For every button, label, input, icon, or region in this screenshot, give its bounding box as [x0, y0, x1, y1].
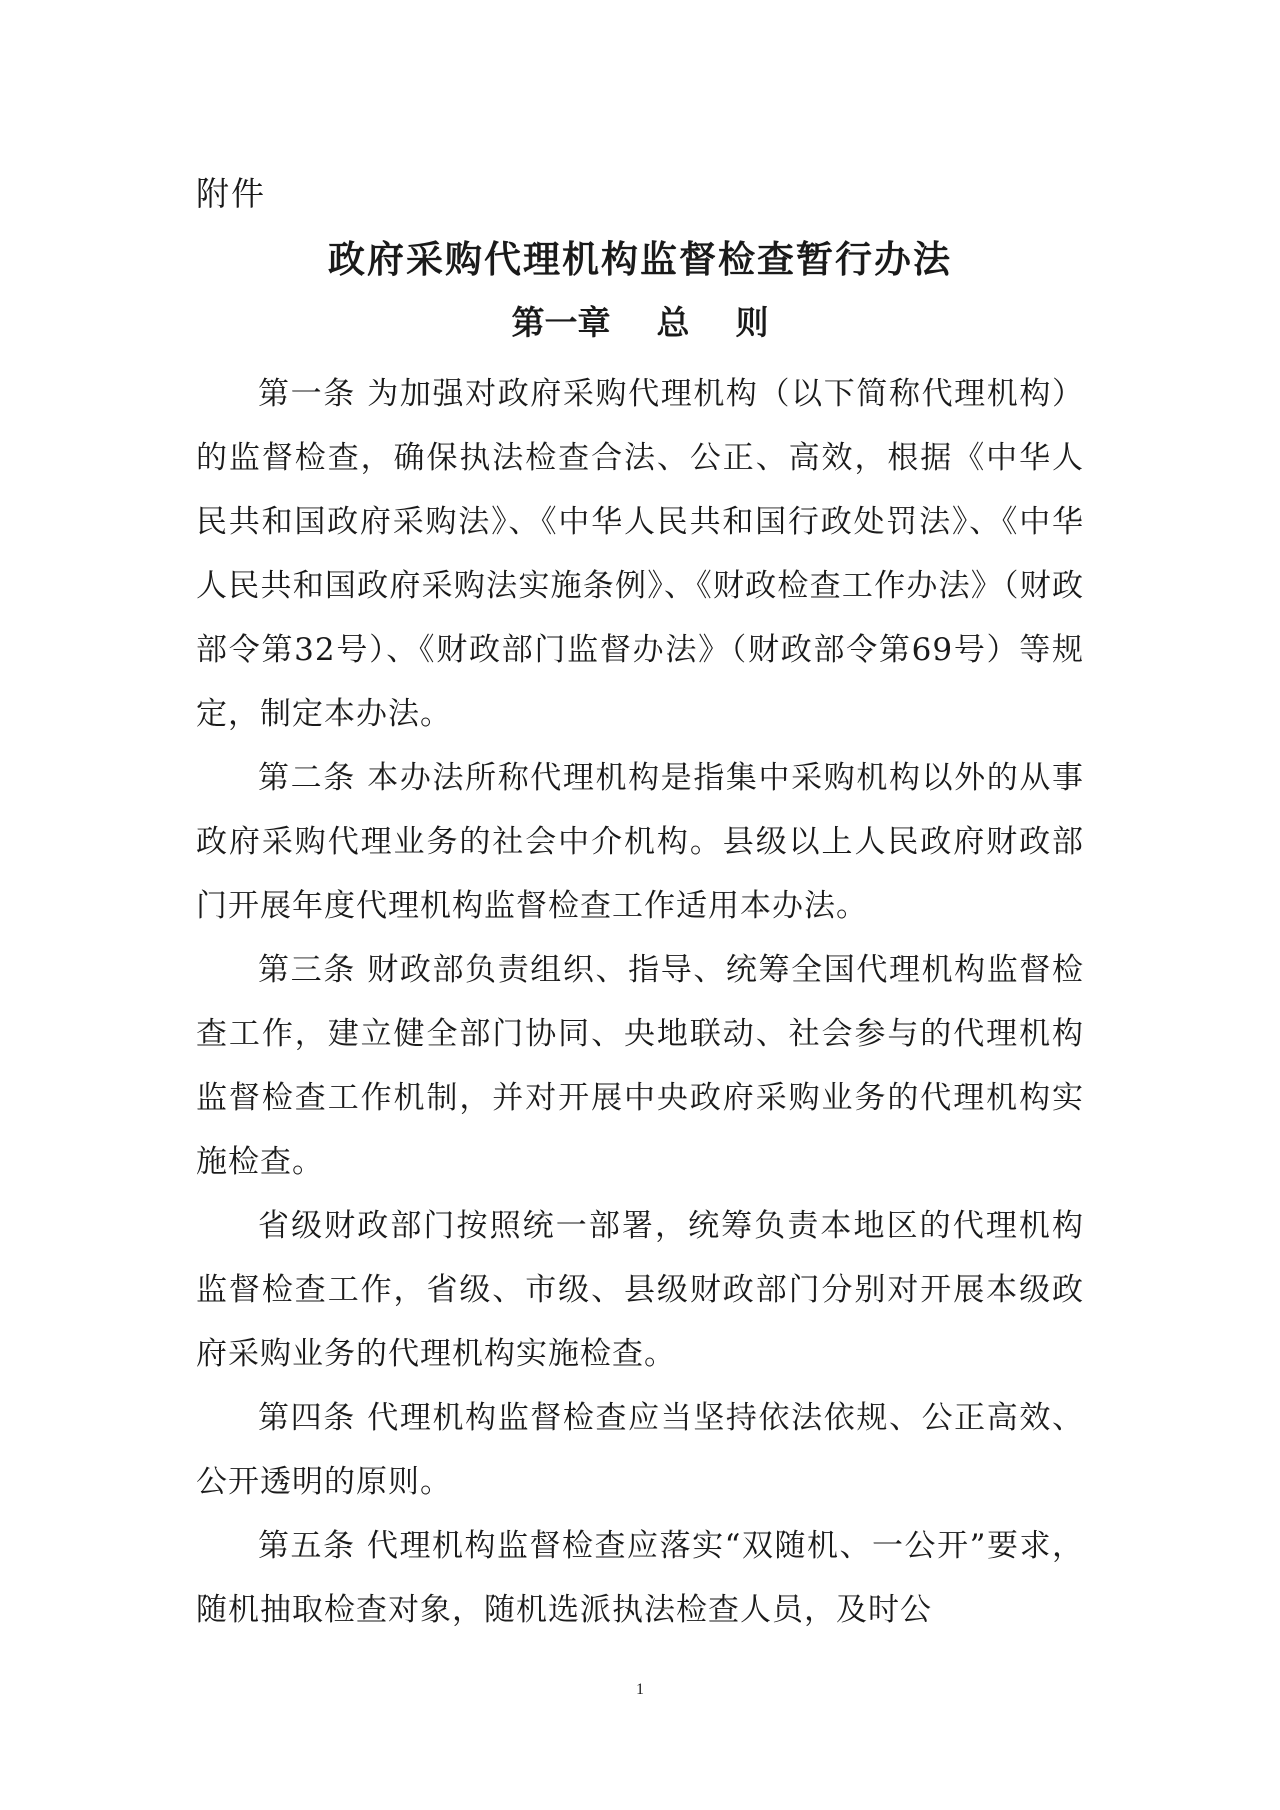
- paragraph-article-1: 第一条 为加强对政府采购代理机构（以下简称代理机构）的监督检查，确保执法检查合法、公正、高效，根据《中华人民共和国政府采购法》、《中华人民共和国行政处罚法》、《中华人民共和国政府采购法实施条例》、《财政检查工作办法》（财政部令第32号）、《财政部门监督办法》（财政部令第69号）等规定，制定本办法。: [196, 376, 1084, 732]
- document-body: [196, 362, 1084, 1642]
- paragraph-article-3: 第三条 财政部负责组织、指导、统筹全国代理机构监督检查工作，建立健全部门协同、央地联动、社会参与的代理机构监督检查工作机制，并对开展中央政府采购业务的代理机构实施检查。: [196, 952, 1084, 1180]
- paragraph-article-5: 第五条 代理机构监督检查应落实“双随机、一公开”要求，随机抽取检查对象，随机选派执法检查人员，及时公: [196, 1528, 1084, 1628]
- page-number: 1: [636, 1681, 644, 1698]
- paragraph-article-2: 第二条 本办法所称代理机构是指集中采购机构以外的从事政府采购代理业务的社会中介机构。县级以上人民政府财政部门开展年度代理机构监督检查工作适用本办法。: [196, 760, 1084, 924]
- attachment-label: 附件: [196, 174, 266, 213]
- paragraph-article-4: 第四条 代理机构监督检查应当坚持依法依规、公正高效、公开透明的原则。: [196, 1400, 1084, 1500]
- chapter-heading: 第一章 总 则: [511, 303, 769, 342]
- document-title: 政府采购代理机构监督检查暂行办法: [328, 238, 952, 281]
- paragraph-article-3-provincial: 省级财政部门按照统一部署，统筹负责本地区的代理机构监督检查工作，省级、市级、县级财政部门分别对开展本级政府采购业务的代理机构实施检查。: [196, 1208, 1084, 1372]
